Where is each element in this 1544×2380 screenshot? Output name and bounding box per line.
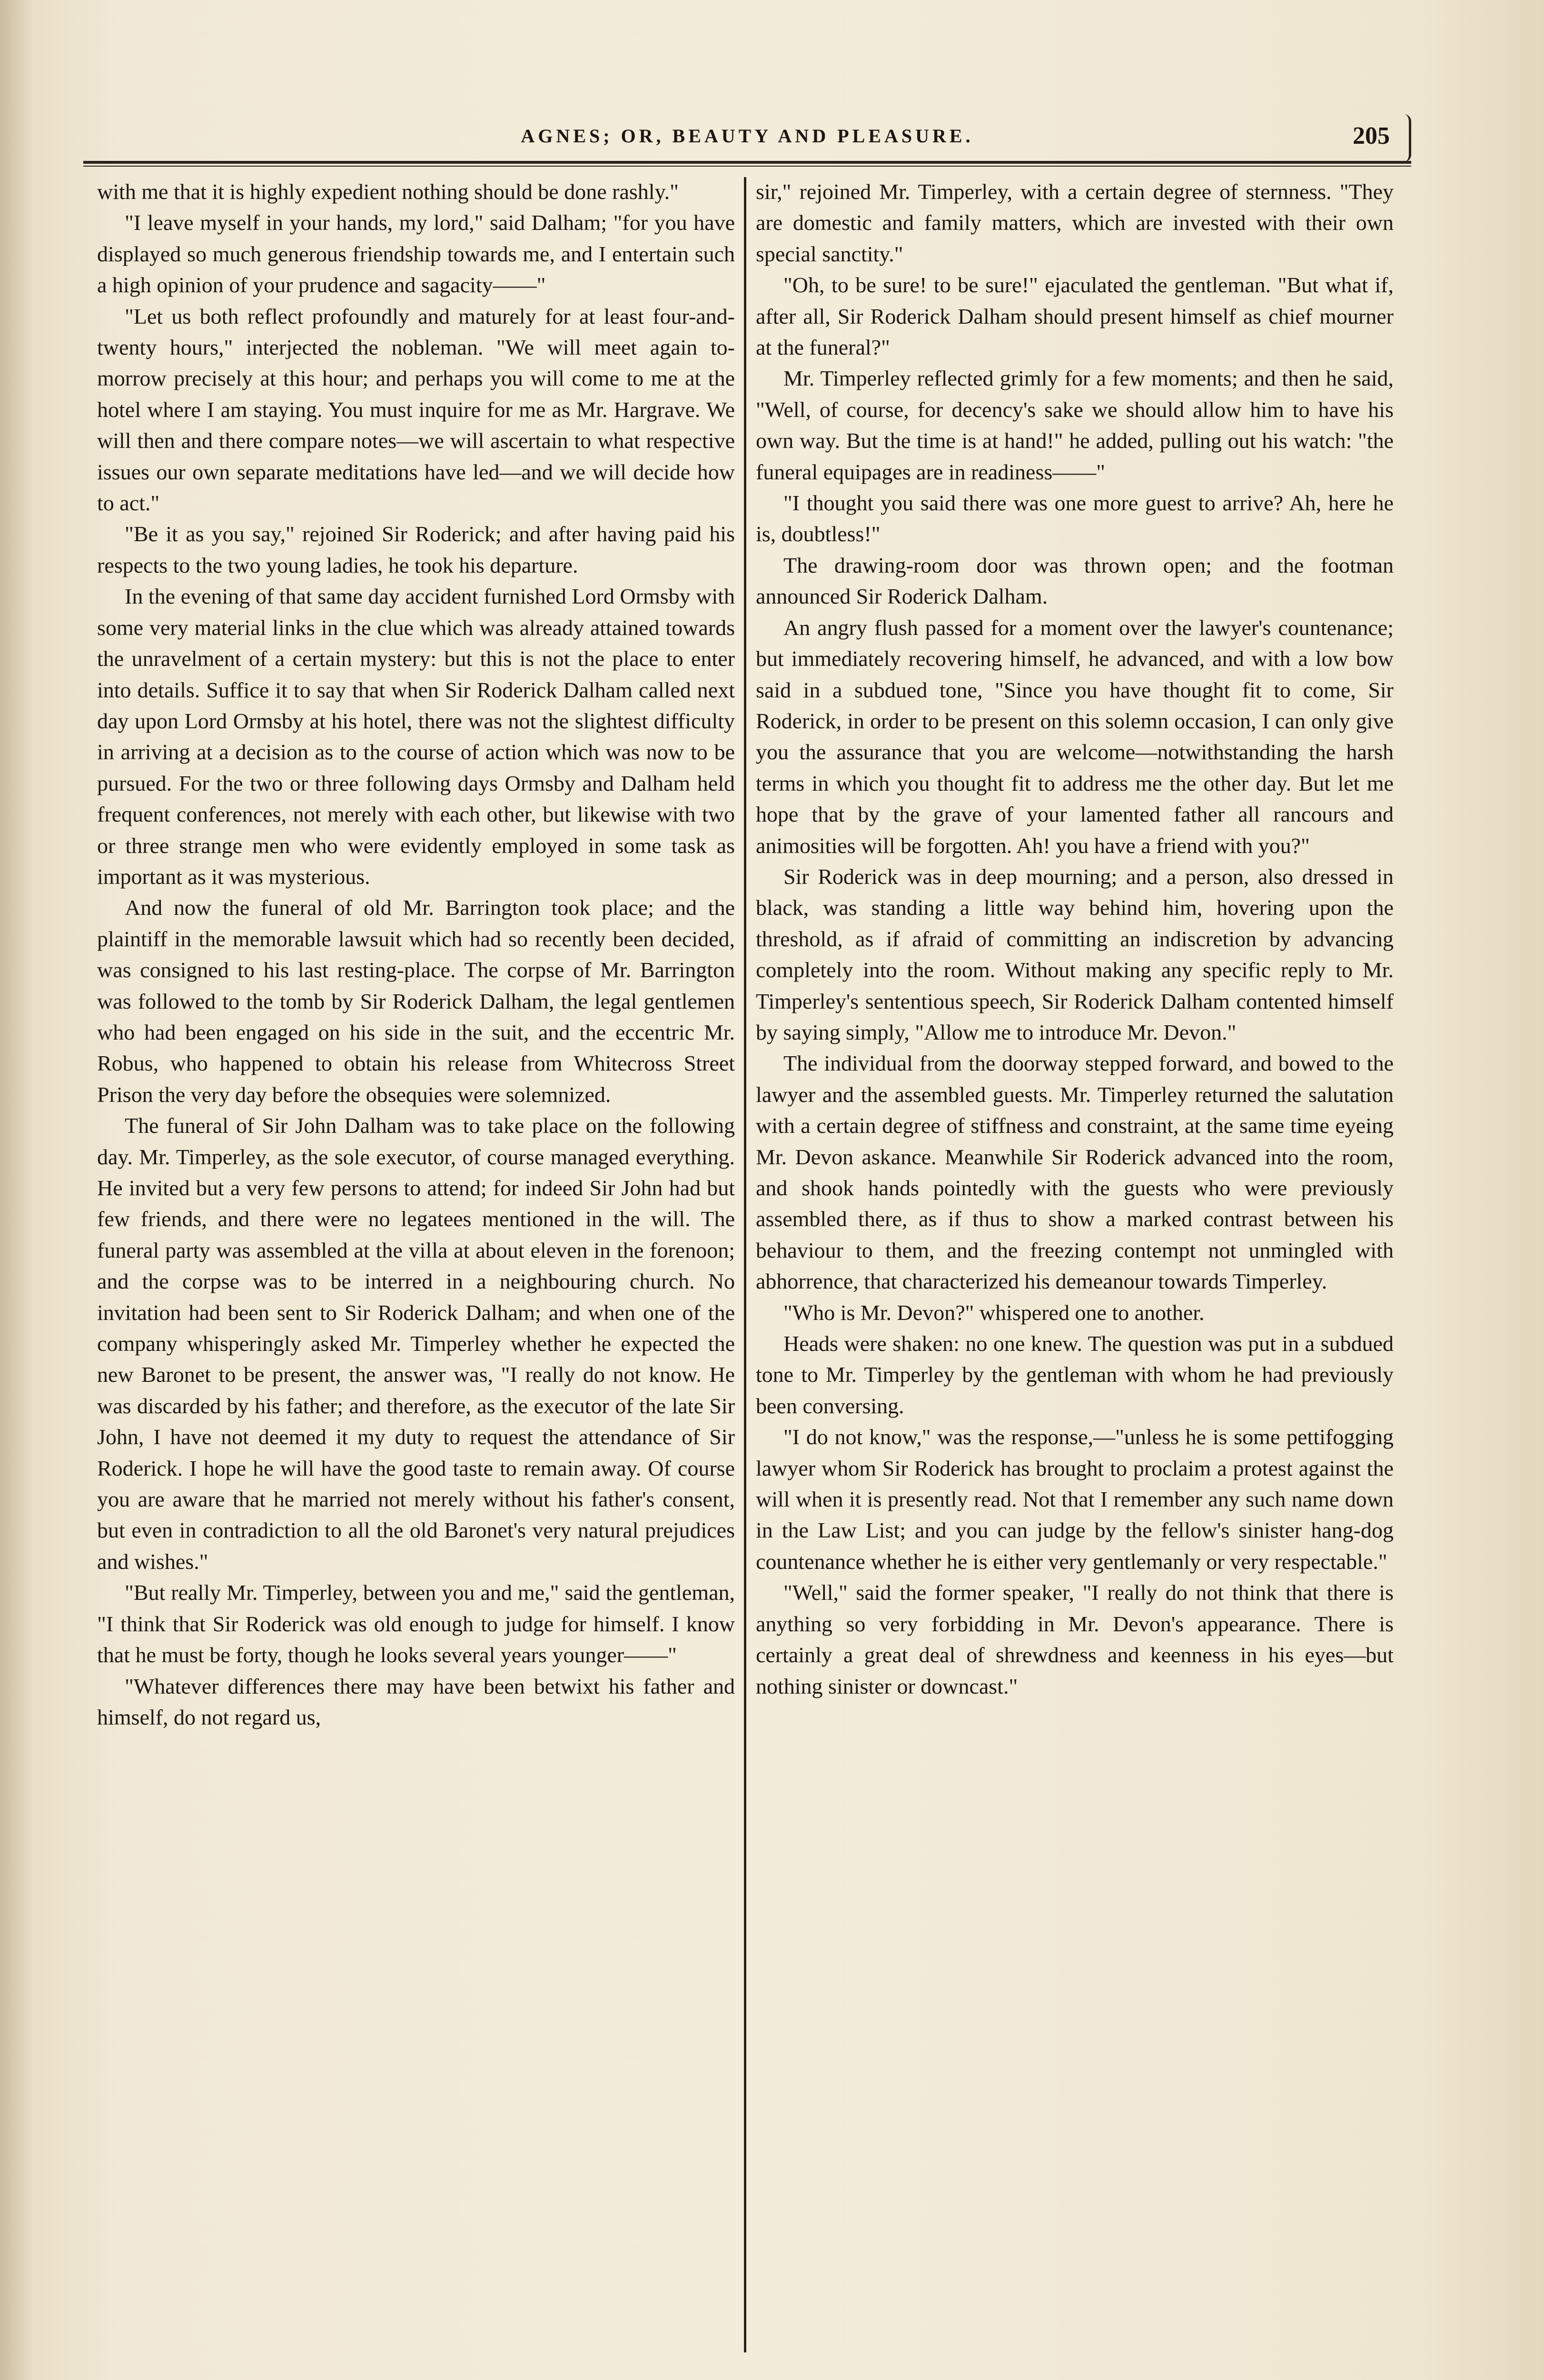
paragraph: The funeral of Sir John Dalham was to take place on the following day. Mr. Timperley, as the sole executor, of course managed everything. He invited but a very few persons to attend; for indeed Sir John had but few friends, and there were no legatees mentioned in the will. The funeral party was assembled at the villa at about eleven in the forenoon; and the corpse was to be interred in a neighbouring church. No invitation had been sent to Sir Roderick Dalham; and when one of the company whisperingly asked Mr. Timperley whether he expected the new Baronet to be present, the answer was, "I really do not know. He was discarded by his father; and therefore, as the executor of the late Sir John, I have not deemed it my duty to request the attendance of Sir Roderick. I hope he will have the good taste to remain away. Of course you are aware that he married not merely without his father's consent, but even in contradiction to all the old Baronet's very natural prejudices and wishes." xyxy=(97,1113,735,1574)
page-number: 205 xyxy=(1353,122,1390,149)
paragraph: Sir Roderick was in deep mourning; and a person, also dressed in black, was standing a little way behind him, hovering upon the threshold, as if afraid of committing an indiscretion by advancing completely into the room. Without making any specific reply to Mr. Timperley's sententious speech, Sir Roderick Dalham contented himself by saying simply, "Allow me to introduce Mr. Devon." xyxy=(756,864,1394,1044)
paragraph: "I leave myself in your hands, my lord," said Dalham; "for you have displayed so much generous friendship towards me, and I entertain such a high opinion of your prudence and sagacity——" xyxy=(97,210,735,298)
paragraph: "Whatever differences there may have been betwixt his father and himself, do not regard us, xyxy=(97,1674,735,1729)
paragraph: In the evening of that same day accident furnished Lord Ormsby with some very material links in the clue which was already attained towards the unravelment of a certain mystery: but this is not the place to enter into details. Suffice it to say that when Sir Roderick Dalham called next day upon Lord Ormsby at his hotel, there was not the slightest difficulty in arriving at a decision as to the course of action which was now to be pursued. For the two or three following days Ormsby and Dalham held frequent conferences, not merely with each other, but likewise with two or three strange men who were evidently employed in some task as important as it was mysterious. xyxy=(97,584,735,889)
paragraph: "I thought you said there was one more guest to arrive? Ah, here he is, doubtless!" xyxy=(756,491,1394,546)
paragraph: The drawing-room door was thrown open; and the footman announced Sir Roderick Dalham. xyxy=(756,553,1394,609)
paragraph: "Oh, to be sure! to be sure!" ejaculated the gentleman. "But what if, after all, Sir Roderick Dalham should present himself as chief mourner at the funeral?" xyxy=(756,273,1394,360)
paragraph: "But really Mr. Timperley, between you and me," said the gentleman, "I think that Sir Roderick was old enough to judge for himself. I know that he must be forty, though he looks several years younger——" xyxy=(97,1580,735,1667)
margin-bracket xyxy=(1404,114,1411,162)
paragraph: And now the funeral of old Mr. Barrington took place; and the plaintiff in the memorable lawsuit which had so recently been decided, was consigned to his last resting-place. The corpse of Mr. Barrington was followed to the tomb by Sir Roderick Dalham, the legal gentlemen who had been engaged on his side in the suit, and the eccentric Mr. Robus, who happened to obtain his release from Whitecross Street Prison the very day before the obsequies were solemnized. xyxy=(97,895,735,1107)
running-title: AGNES; OR, BEAUTY AND PLEASURE. xyxy=(521,125,974,147)
paragraph: "Well," said the former speaker, "I really do not think that there is anything so very forbidding in Mr. Devon's appearance. There is certainly a great deal of shrewdness and keenness in his eyes—but nothing sinister or downcast." xyxy=(756,1580,1394,1698)
right-column xyxy=(756,176,1394,2347)
paragraph: "Let us both reflect profoundly and maturely for at least four-and-twenty hours," interjected the nobleman. "We will meet again to-morrow precisely at this hour; and perhaps you will come to me at the hotel where I am staying. You must inquire for me as Mr. Hargrave. We will then and there compare notes—we will ascertain to what respective issues our own separate meditations have led—and we will decide how to act." xyxy=(97,304,735,516)
paragraph: sir," rejoined Mr. Timperley, with a certain degree of sternness. "They are domestic and family matters, which are invested with their own special sanctity." xyxy=(756,179,1394,266)
spine-shadow xyxy=(0,0,33,2380)
left-column xyxy=(97,176,735,2347)
paragraph: "Who is Mr. Devon?" whispered one to another. xyxy=(783,1300,1205,1325)
page-header xyxy=(86,122,1409,153)
paragraph: Heads were shaken: no one knew. The question was put in a subdued tone to Mr. Timperley by the gentleman with whom he had previously been conversing. xyxy=(756,1331,1394,1418)
paragraph: An angry flush passed for a moment over the lawyer's countenance; but immediately recovering himself, he advanced, and with a low bow said in a subdued tone, "Since you have thought fit to come, Sir Roderick, in order to be present on this solemn occasion, I can only give you the assurance that you are welcome—notwithstanding the harsh terms in which you thought fit to address me the other day. But let me hope that by the grave of your lamented father all rancours and animosities will be forgotten. Ah! you have a friend with you?" xyxy=(756,615,1394,858)
paragraph: with me that it is highly expedient nothing should be done rashly." xyxy=(97,179,679,204)
header-rule-thin xyxy=(83,166,1411,167)
paragraph: "Be it as you say," rejoined Sir Roderick; and after having paid his respects to the two young ladies, he took his departure. xyxy=(97,522,735,577)
paragraph: "I do not know," was the response,—"unless he is some pettifogging lawyer whom Sir Roderick has brought to proclaim a protest against the will when it is presently read. Not that I remember any such name down in the Law List; and you can judge by the fellow's sinister hang-dog countenance whether he is either very gentlemanly or very respectable." xyxy=(756,1425,1394,1574)
paragraph: The individual from the doorway stepped forward, and bowed to the lawyer and the assembled guests. Mr. Timperley returned the salutation with a certain degree of stiffness and constraint, at the same time eyeing Mr. Devon askance. Meanwhile Sir Roderick advanced into the room, and shook hands pointedly with the guests who were previously assembled there, as if thus to show a marked contrast between his behaviour to them, and the freezing contempt not unmingled with abhorrence, that characterized his demeanour towards Timperley. xyxy=(756,1051,1394,1294)
column-divider xyxy=(744,177,746,2352)
paragraph: Mr. Timperley reflected grimly for a few moments; and then he said, "Well, of course, for decency's sake we should allow him to have his own way. But the time is at hand!" he added, pulling out his watch: "the funeral equipages are in readiness——" xyxy=(756,366,1394,484)
header-rule xyxy=(83,161,1411,164)
